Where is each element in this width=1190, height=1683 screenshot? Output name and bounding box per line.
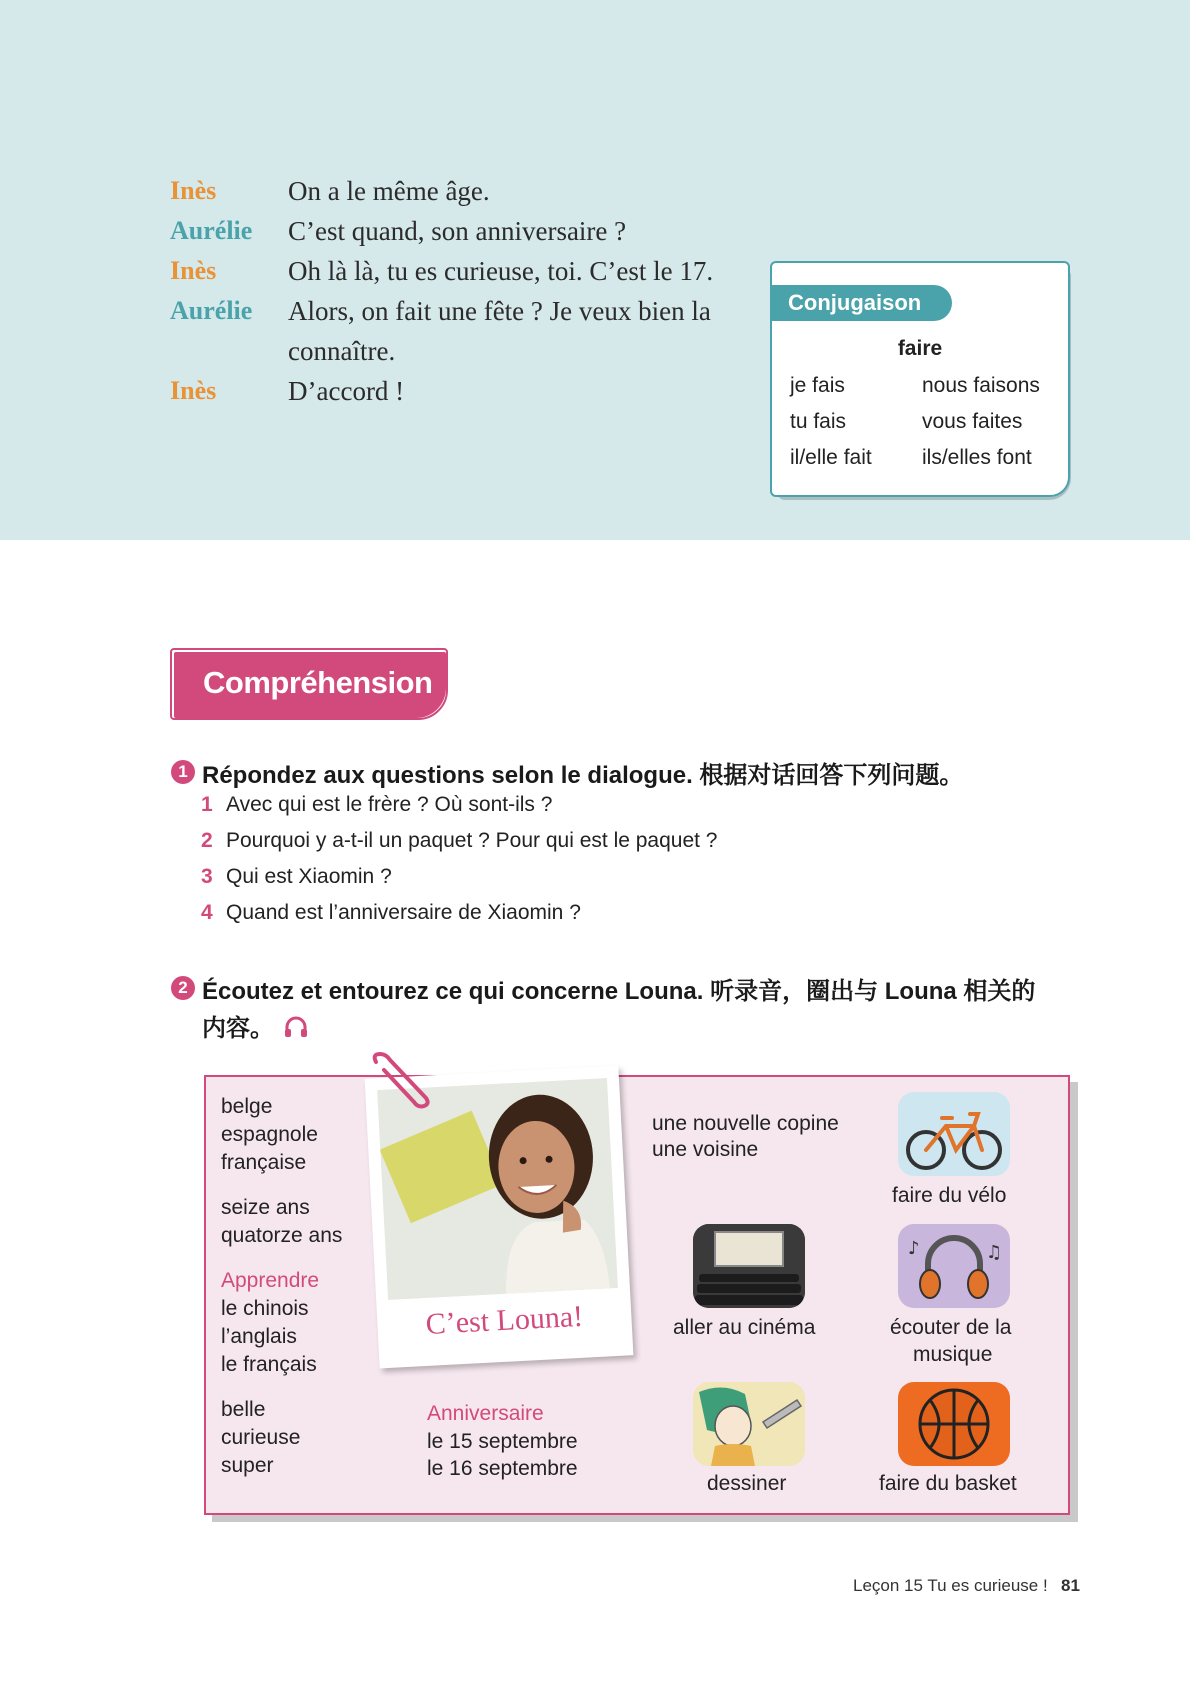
option-word[interactable]: française: [221, 1151, 307, 1174]
conjugation-form: nous faisons: [922, 374, 1040, 397]
option-word[interactable]: le 15 septembre: [427, 1430, 578, 1453]
conjugation-form: vous faites: [922, 410, 1023, 433]
activity-label[interactable]: aller au cinéma: [673, 1316, 816, 1339]
activity-label[interactable]: faire du basket: [879, 1472, 1017, 1495]
conjugation-box: [770, 261, 1070, 497]
question-item-number: 2: [201, 829, 213, 852]
option-word[interactable]: quatorze ans: [221, 1224, 343, 1247]
speaker-ines: Inès: [170, 176, 217, 205]
dialogue-text: Oh là là, tu es curieuse, toi. C’est le 17.: [288, 256, 714, 286]
option-word[interactable]: le 16 septembre: [427, 1457, 578, 1480]
speaker-ines: Inès: [170, 376, 217, 405]
question-title-continued: [202, 1008, 309, 1043]
conjugation-label: Conjugaison: [770, 285, 952, 321]
dialogue-text: Alors, on fait une fête ? Je veux bien la: [288, 296, 711, 326]
cinema-icon[interactable]: [693, 1224, 805, 1308]
question-item-number: 4: [201, 901, 213, 924]
question-item-number: 3: [201, 865, 213, 888]
option-word[interactable]: belge: [221, 1095, 273, 1118]
question-item-number: 1: [201, 793, 213, 816]
page-number: 81: [1061, 1576, 1080, 1595]
activity-label[interactable]: faire du vélo: [892, 1184, 1007, 1207]
louna-portrait: [377, 1078, 618, 1300]
question-item-text: Avec qui est le frère ? Où sont-ils ?: [226, 793, 553, 816]
option-word[interactable]: le chinois: [221, 1297, 309, 1320]
speaker-aurelie: Aurélie: [170, 216, 253, 245]
activity-label[interactable]: musique: [913, 1343, 993, 1366]
category-label: Apprendre: [221, 1269, 320, 1292]
option-word[interactable]: belle: [221, 1398, 266, 1421]
dialogue-text: D’accord !: [288, 376, 405, 406]
conjugation-form: je fais: [790, 374, 845, 397]
question-item-text: Qui est Xiaomin ?: [226, 865, 392, 888]
option-word[interactable]: espagnole: [221, 1123, 318, 1146]
question-number: 1: [171, 760, 195, 784]
speaker-aurelie: Aurélie: [170, 296, 253, 325]
svg-text:♪: ♪: [908, 1238, 920, 1259]
conjugation-form: tu fais: [790, 410, 847, 433]
paperclip-icon: [368, 1050, 438, 1110]
drawing-icon[interactable]: [693, 1382, 805, 1466]
headphones-music-icon[interactable]: [898, 1224, 1010, 1308]
dialogue-text: On a le même âge.: [288, 176, 490, 206]
speaker-ines: Inès: [170, 256, 217, 285]
question-item-text: Quand est l’anniversaire de Xiaomin ?: [226, 901, 581, 924]
basketball-icon[interactable]: [898, 1382, 1010, 1466]
footer-lesson: Leçon 15 Tu es curieuse !: [853, 1576, 1048, 1595]
headphones-icon[interactable]: [283, 1015, 309, 1039]
question-number: 2: [171, 976, 195, 1000]
dialogue-text: connaître.: [288, 336, 396, 366]
activity-label[interactable]: écouter de la: [890, 1316, 1012, 1339]
dialogue-text: C’est quand, son anniversaire ?: [288, 216, 627, 246]
option-word[interactable]: curieuse: [221, 1426, 301, 1449]
activity-label[interactable]: dessiner: [707, 1472, 787, 1495]
option-word[interactable]: une voisine: [652, 1138, 759, 1161]
option-word[interactable]: super: [221, 1454, 274, 1477]
conjugation-form: il/elle fait: [790, 446, 872, 469]
conjugation-verb: faire: [897, 337, 943, 360]
conjugation-form: ils/elles font: [922, 446, 1032, 469]
section-banner: Compréhension: [174, 652, 446, 718]
question-item-text: Pourquoi y a-t-il un paquet ? Pour qui est le paquet ?: [226, 829, 718, 852]
question-title-text: 内容。: [202, 1015, 274, 1042]
option-word[interactable]: une nouvelle copine: [652, 1112, 839, 1135]
bicycle-icon[interactable]: [898, 1092, 1010, 1176]
option-word[interactable]: l’anglais: [221, 1325, 297, 1348]
question-title: Écoutez et entourez ce qui concerne Louna. 听录音，圈出与 Louna 相关的: [202, 978, 1036, 1005]
option-word[interactable]: le français: [221, 1353, 317, 1376]
photo-caption: C’est Louna!: [424, 1299, 584, 1341]
option-word[interactable]: seize ans: [221, 1196, 310, 1219]
svg-text:♫: ♫: [986, 1242, 1003, 1263]
louna-photo: [365, 1066, 634, 1369]
question-title: Répondez aux questions selon le dialogue. 根据对话回答下列问题。: [202, 762, 964, 789]
category-label: Anniversaire: [427, 1402, 544, 1425]
